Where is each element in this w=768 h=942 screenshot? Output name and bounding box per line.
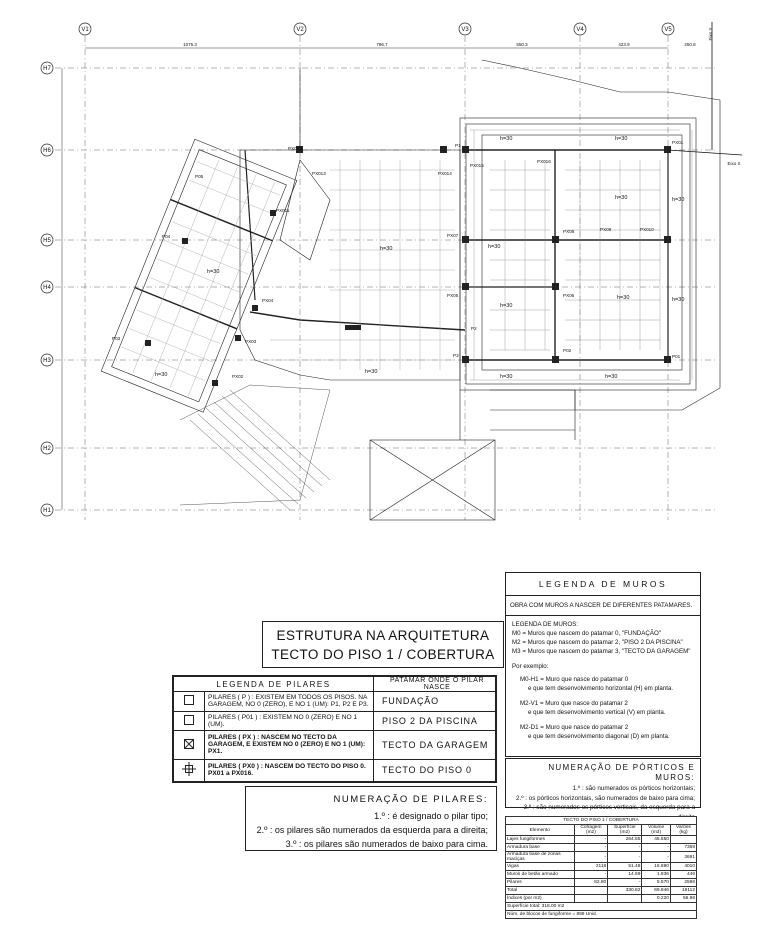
svg-text:h=30: h=30 (365, 369, 378, 375)
svg-text:h=30: h=30 (615, 195, 628, 201)
table-cell: Muros de betão armado (506, 871, 575, 879)
wall-legend-ex3a: M2-D1 = Muro que nasce do patamar 2 (520, 724, 629, 731)
table-cell (574, 887, 608, 895)
svg-text:h=30: h=30 (672, 197, 685, 203)
svg-text:V3: V3 (461, 27, 469, 33)
table-cell: Lajes fungiformes (506, 836, 575, 844)
table-cell: - (574, 871, 608, 879)
svg-text:H2: H2 (43, 446, 51, 452)
table-cell (608, 895, 642, 903)
pillar-p-symbol-icon (184, 695, 194, 705)
table-cell: - (642, 852, 671, 863)
table-cell: - (574, 852, 608, 863)
svg-text:H6: H6 (43, 148, 51, 154)
table-row (506, 887, 697, 895)
wall-legend-subtitle: OBRA COM MUROS A NASCER DE DIFERENTES PATAMARES. (506, 596, 700, 616)
table-cell: 330.82 (608, 887, 642, 895)
table-cell: 264.65 (608, 836, 642, 844)
svg-text:PX014: PX014 (438, 171, 452, 176)
svg-text:1075.3: 1075.3 (183, 42, 197, 47)
wall-legend-m2: M2 = Muros que nascem do patamar 2, "PISO 2 DA PISCINA" (512, 639, 683, 646)
wall-legend-header: LEGENDA DE MUROS (506, 573, 700, 596)
pillar-px-patamar: TECTO DA GARAGEM (374, 731, 496, 760)
svg-text:H5: H5 (43, 238, 51, 244)
svg-text:V4: V4 (576, 27, 584, 33)
table-cell: - (608, 844, 642, 852)
pillar-px0-symbol-icon (182, 762, 196, 776)
table-cell: Índices (por m2) (506, 895, 575, 903)
svg-text:h=30: h=30 (672, 297, 685, 303)
svg-text:H3: H3 (43, 358, 51, 364)
table-cell: 3691 (670, 852, 696, 863)
quantities-title: TECTO DO PISO 1 / COBERTURA (506, 817, 697, 825)
table-cell: Armadura base (506, 844, 575, 852)
pillar-numbering-line-2: 2.º : os pilares são numerados da esquerda para a direita; (256, 825, 488, 835)
table-cell: Total (506, 887, 575, 895)
svg-text:P01: P01 (672, 354, 681, 359)
svg-text:P02: P02 (563, 348, 572, 353)
table-row (506, 844, 697, 852)
table-cell: 69.846 (642, 887, 671, 895)
quantities-header: Varões (kg) (670, 825, 696, 836)
table-cell: - (574, 836, 608, 844)
pillar-p-desc: PILARES ( P ) : EXISTEM EM TODOS OS PISOS. NA GARAGEM, NO 0 (ZERO), E NO 1 (UM): P1, P2 E P3. (205, 692, 374, 712)
svg-text:H4: H4 (43, 285, 51, 291)
table-cell: 5.570 (642, 879, 671, 887)
wall-legend-ex3b: e que tem desenvolvimento diagonal (D) em planta. (528, 733, 670, 740)
svg-text:P05: P05 (195, 174, 204, 179)
quantities-table (505, 816, 697, 934)
wall-legend (505, 572, 701, 757)
svg-text:PX01: PX01 (672, 140, 684, 145)
svg-text:Eixo X: Eixo X (727, 161, 741, 166)
svg-text:h=30: h=30 (488, 244, 501, 250)
svg-text:H1: H1 (43, 508, 51, 514)
pillar-p01-patamar: PISO 2 DA PISCINA (374, 711, 496, 731)
table-cell: 45.550 (642, 836, 671, 844)
svg-text:P03: P03 (112, 336, 121, 341)
svg-text:PX07: PX07 (447, 233, 459, 238)
table-cell (574, 895, 608, 903)
wall-legend-ex1a: M0-H1 = Muro que nasce do patamar 0 (520, 676, 629, 683)
table-cell: 0.220 (642, 895, 671, 903)
pillar-numbering-line-3: 3.º : os pilares são numerados de baixo para cima. (285, 839, 488, 849)
pillar-p-patamar: FUNDAÇÃO (374, 692, 496, 712)
pillar-numbering-line-1: 1.º : é designado o pilar tipo; (374, 811, 488, 821)
table-cell: 18112 (670, 887, 696, 895)
quantities-header: Volume (m3) (642, 825, 671, 836)
svg-text:h=30: h=30 (155, 372, 168, 378)
table-cell: - (608, 879, 642, 887)
svg-text:P3: P3 (453, 353, 459, 358)
table-cell: 56.96 (670, 895, 696, 903)
table-cell: 2596 (670, 879, 696, 887)
table-cell (670, 836, 696, 844)
quantities-foot-2: Núm. de blocos de fungiforme = 898 Unid. (506, 911, 697, 919)
svg-text:h=30: h=30 (207, 269, 220, 275)
wall-legend-ex2b: e que tem desenvolvimento vertical (V) em planta. (528, 709, 666, 716)
pillar-legend (172, 675, 497, 783)
svg-text:786.7: 786.7 (376, 42, 388, 47)
svg-text:PX015: PX015 (470, 163, 484, 168)
table-cell: Armadura base de zonas maciças (506, 852, 575, 863)
wall-legend-example-title: Por exemplo: (512, 663, 549, 670)
pillar-legend-header-right: PATAMAR ONDE O PILAR NASCE (374, 677, 496, 692)
table-cell: 4010 (670, 863, 696, 871)
svg-text:h=30: h=30 (615, 136, 628, 142)
table-cell: 82.80 (574, 879, 608, 887)
svg-text:PX016: PX016 (537, 159, 551, 164)
pillar-p01-desc: PILARES ( P01 ) : EXISTEM NO 0 (ZERO) E NO 1 (UM). (205, 711, 374, 731)
table-row (506, 879, 697, 887)
svg-text:P1: P1 (455, 143, 461, 148)
pillar-px-desc: PILARES ( PX ) : NASCEM NO TECTO DA GARAGEM, E EXISTEM NO 0 (ZERO) E NO 1 (UM): PX1. (205, 731, 374, 760)
quantities-header: Elemento (506, 825, 575, 836)
svg-text:PX03: PX03 (245, 339, 257, 344)
table-row (506, 863, 697, 871)
svg-text:h=30: h=30 (500, 303, 513, 309)
svg-text:250.8: 250.8 (684, 42, 696, 47)
quantities-foot-1: Superfície total: 318.00 m2 (506, 903, 697, 911)
table-cell: 2118 (574, 863, 608, 871)
quantities-header: Cofragem (m2) (574, 825, 608, 836)
svg-text:P2: P2 (471, 326, 477, 331)
pillar-numbering (245, 786, 497, 851)
pillar-numbering-header: NUMERAÇÃO DE PILARES: (333, 794, 488, 805)
wall-legend-m0: M0 = Muros que nascem do patamar 0, "FUNDAÇÃO" (512, 630, 661, 637)
pillar-px0-desc: PILARES ( PX0 ) : NASCEM DO TECTO DO PISO 0. PX01 a PX016. (205, 759, 374, 781)
table-cell: Vigas (506, 863, 575, 871)
table-cell: 1.836 (642, 871, 671, 879)
wall-legend-ex2a: M2-V1 = Muro que nasce do patamar 2 (520, 700, 628, 707)
svg-text:PX05: PX05 (447, 293, 459, 298)
svg-text:PX04: PX04 (262, 298, 274, 303)
table-cell: 16.890 (642, 863, 671, 871)
svg-text:PX011: PX011 (276, 208, 290, 213)
table-cell: 446 (670, 871, 696, 879)
svg-text:V5: V5 (664, 27, 672, 33)
svg-text:PX012: PX012 (288, 146, 302, 151)
svg-text:h=30: h=30 (617, 295, 630, 301)
wall-legend-m3: M3 = Muros que nascem do patamar 3, "TECTO DA GARAGEM" (512, 648, 691, 655)
svg-text:PX013: PX013 (312, 171, 326, 176)
table-row (506, 852, 697, 863)
svg-text:PX06: PX06 (563, 293, 575, 298)
table-cell: - (574, 844, 608, 852)
svg-text:PX02: PX02 (232, 374, 244, 379)
svg-text:PX08: PX08 (563, 229, 575, 234)
svg-text:423.9: 423.9 (618, 42, 630, 47)
pillar-p01-symbol-icon (184, 715, 194, 725)
svg-text:550.3: 550.3 (516, 42, 528, 47)
frame-numbering-line-1: 1.º : são numerados os pórticos horizontais; (572, 785, 695, 792)
svg-text:V2: V2 (296, 27, 304, 33)
frame-numbering-line-3: 3.º : são numerados os pórticos verticais, da esquerda para a (523, 804, 695, 811)
drawing-title (262, 621, 504, 668)
svg-text:h=30: h=30 (605, 374, 618, 380)
pillar-legend-header: LEGENDA DE PILARES (174, 677, 374, 692)
svg-text:h=30: h=30 (500, 136, 513, 142)
frame-numbering-line-2: 2.º : os pórticos horizontais, são numerados de baixo para cima; (515, 794, 695, 802)
table-cell: 14.69 (608, 871, 642, 879)
svg-text:P04: P04 (162, 234, 171, 239)
svg-text:Eixo Y: Eixo Y (708, 27, 713, 41)
svg-text:PX09: PX09 (600, 227, 612, 232)
svg-text:h=30: h=30 (500, 374, 513, 380)
frame-numbering (505, 758, 701, 811)
table-cell: 51.48 (608, 863, 642, 871)
quantities-header: Superfície (m2) (608, 825, 642, 836)
table-cell: 7369 (670, 844, 696, 852)
svg-text:h=30: h=30 (380, 246, 393, 252)
grid-v1: V1 (81, 27, 89, 33)
wall-legend-ex1b: e que tem desenvolvimento horizontal (H) em planta. (528, 685, 674, 692)
pillar-px-symbol-icon (184, 739, 194, 749)
table-row (506, 871, 697, 879)
svg-text:H7: H7 (43, 66, 51, 72)
table-cell: - (642, 844, 671, 852)
title-line-2: TECTO DO PISO 1 / COBERTURA (271, 647, 495, 662)
table-row (506, 836, 697, 844)
pillar-px0-patamar: TECTO DO PISO 0 (374, 759, 496, 781)
table-cell: - (608, 852, 642, 863)
svg-text:PX010: PX010 (640, 227, 654, 232)
wall-legend-title: LEGENDA DE MUROS: (512, 621, 579, 628)
table-cell: Pilares (506, 879, 575, 887)
title-line-1: ESTRUTURA NA ARQUITETURA (276, 628, 490, 643)
table-row (506, 895, 697, 903)
frame-numbering-header: NUMERAÇÃO DE PÓRTICOS E MUROS: (548, 763, 695, 782)
